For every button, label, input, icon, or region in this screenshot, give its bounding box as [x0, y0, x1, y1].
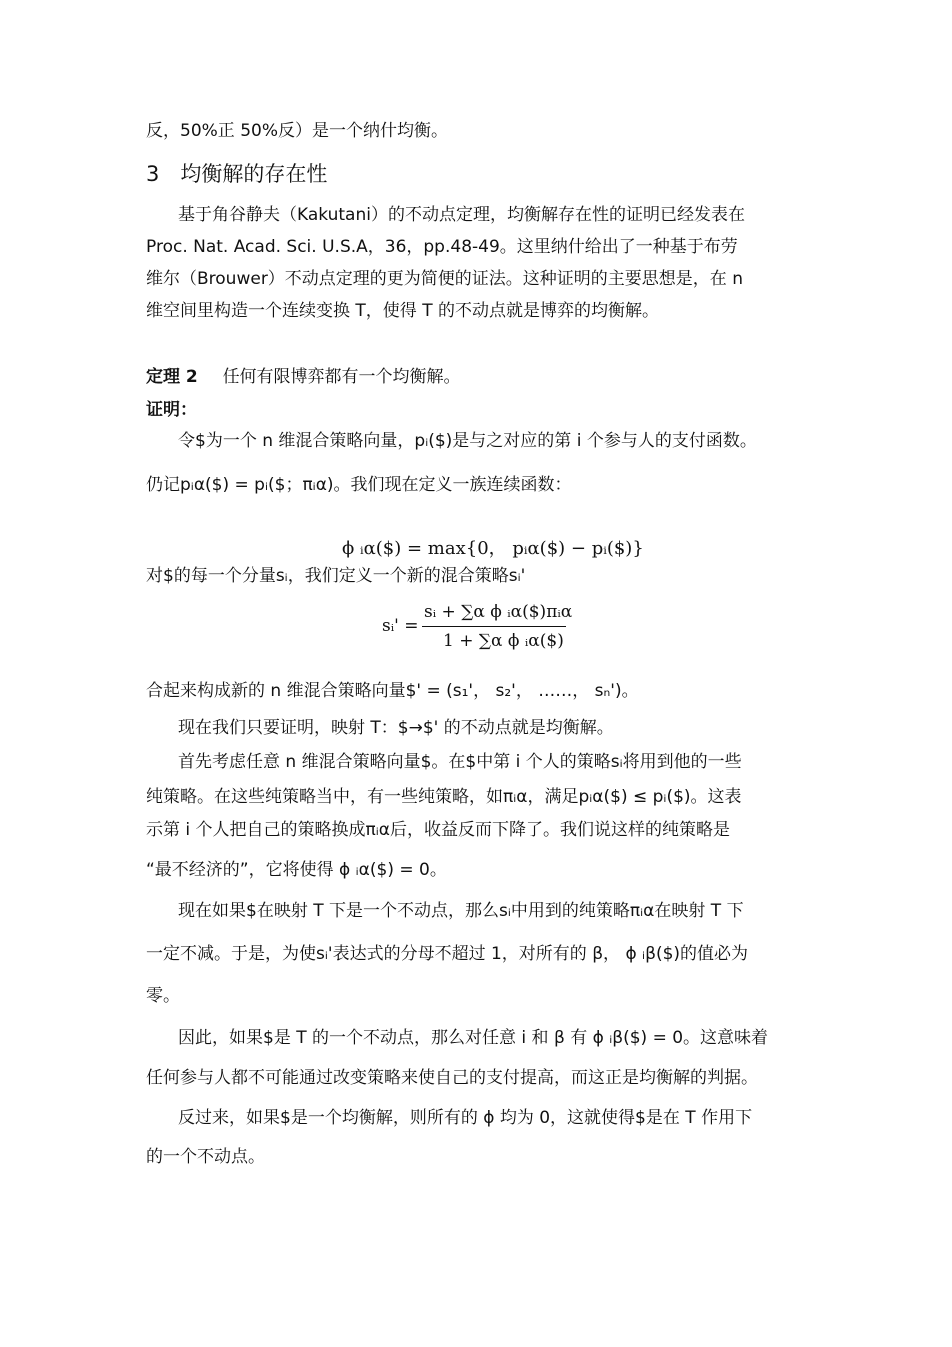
paragraph-line: 纯策略。在这些纯策略当中，有一些纯策略，如πᵢα，满足pᵢα($) ≤ pᵢ($)。这表: [146, 787, 742, 807]
equation-lhs: sᵢ' =: [382, 616, 419, 636]
paragraph-line: 现在我们只要证明，映射 T：$→$' 的不动点就是均衡解。: [178, 718, 614, 738]
theorem-text: 任何有限博弈都有一个均衡解。: [222, 367, 461, 387]
fraction-bar: [422, 626, 566, 627]
paragraph-line: 反过来，如果$是一个均衡解，则所有的 ϕ 均为 0，这就使得$是在 T 作用下: [178, 1108, 753, 1128]
paragraph-line: “最不经济的”，它将使得 ϕ ᵢα($) = 0。: [146, 860, 447, 880]
section-heading: 3 均衡解的存在性: [146, 162, 328, 186]
theorem-line: [146, 365, 461, 389]
paragraph-line: 对$的每一个分量sᵢ，我们定义一个新的混合策略sᵢ': [146, 566, 526, 586]
paragraph-line: 一定不减。于是，为使sᵢ'表达式的分母不超过 1，对所有的 β， ϕ ᵢβ($)的值必为: [146, 944, 749, 964]
paragraph-line: 示第 i 个人把自己的策略换成πᵢα后，收益反而下降了。我们说这样的纯策略是: [146, 820, 731, 840]
theorem-label: 定理 2: [146, 367, 198, 387]
paragraph-line: 仍记pᵢα($) = pᵢ($；πᵢα)。我们现在定义一族连续函数：: [146, 475, 572, 495]
paragraph-line: 的一个不动点。: [146, 1147, 265, 1167]
paragraph-line: 因此，如果$是 T 的一个不动点，那么对任意 i 和 β 有 ϕ ᵢβ($) = 0。这意味着: [178, 1028, 769, 1048]
paragraph-line: 令$为一个 n 维混合策略向量，pᵢ($)是与之对应的第 i 个参与人的支付函数。: [178, 431, 757, 451]
paragraph-line: 现在如果$在映射 T 下是一个不动点，那么sᵢ中用到的纯策略πᵢα在映射 T 下: [178, 901, 744, 921]
paragraph-line: 首先考虑任意 n 维混合策略向量$。在$中第 i 个人的策略sᵢ将用到他的一些: [178, 752, 742, 772]
equation-phi: ϕ ᵢα($) = max{0， pᵢα($) − pᵢ($)}: [342, 538, 644, 559]
paragraph-line: 零。: [146, 986, 180, 1006]
paragraph-line: 维空间里构造一个连续变换 T，使得 T 的不动点就是博弈的均衡解。: [146, 301, 659, 321]
fraction-numerator: sᵢ + ∑α ϕ ᵢα($)πᵢα: [424, 602, 573, 622]
paragraph-line: Proc. Nat. Acad. Sci. U.S.A，36，pp.48-49。这里纳什给出了一种基于布劳: [146, 237, 738, 257]
proof-label: 证明：: [146, 400, 197, 420]
text-line: 反，50%正 50%反）是一个纳什均衡。: [146, 121, 448, 141]
paragraph-line: 任何参与人都不可能通过改变策略来使自己的支付提高，而这正是均衡解的判据。: [146, 1068, 758, 1088]
fraction-denominator: 1 + ∑α ϕ ᵢα($): [443, 631, 564, 651]
paragraph-line: 维尔（Brouwer）不动点定理的更为简便的证法。这种证明的主要思想是，在 n: [146, 269, 743, 289]
paragraph-line: 合起来构成新的 n 维混合策略向量$' = (s₁'， s₂'， ……， sₙ')。: [146, 681, 639, 701]
paragraph-line: 基于角谷静夫（Kakutani）的不动点定理，均衡解存在性的证明已经发表在: [178, 205, 745, 225]
